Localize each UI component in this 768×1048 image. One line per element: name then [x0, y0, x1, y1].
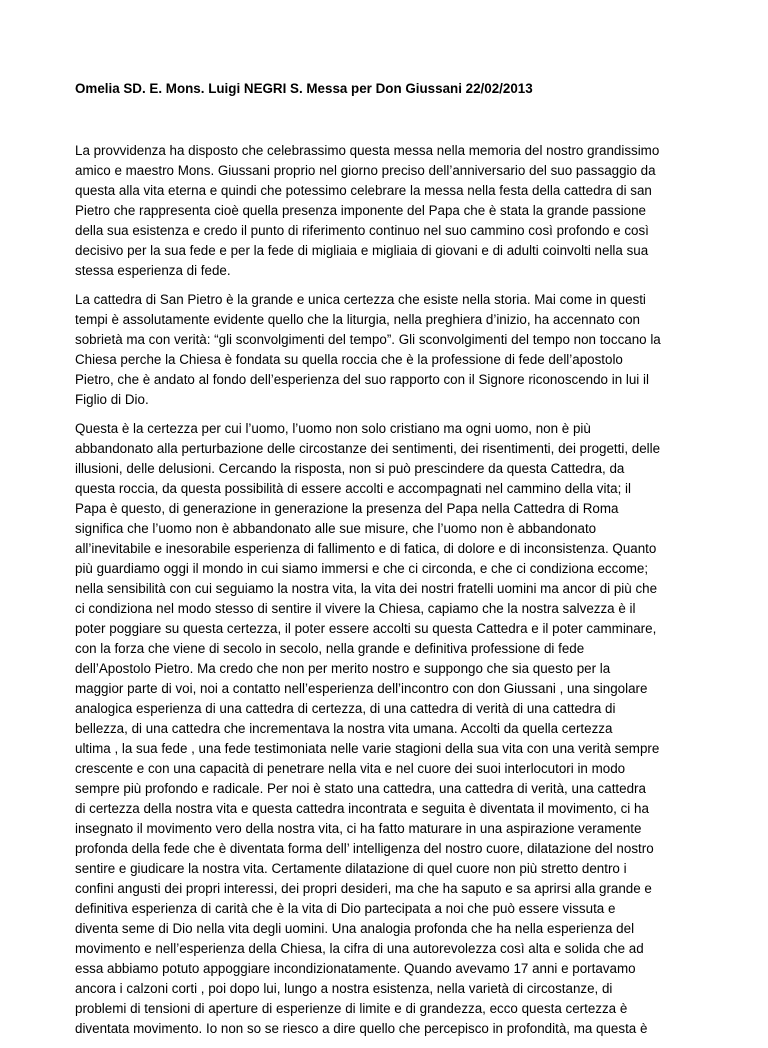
text-line: Figlio di Dio. — [75, 392, 149, 407]
text-line: confini angusti dei propri interessi, dei propri desideri, ma che ha saputo e sa aprirsi alla grande e — [75, 881, 652, 896]
text-line: movimento e nell’esperienza della Chiesa, la cifra di una autorevolezza così alta e solida che ad — [75, 941, 644, 956]
text-line: bellezza, di una cattedra che incrementava la nostra vita umana. Accolti da quella certezza — [75, 721, 613, 736]
text-line: significa che l’uomo non è abbandonato alle sue misure, che l’uomo non è abbandonato — [75, 521, 597, 536]
text-line: diventata movimento. Io non so se riesco a dire quello che percepisco in profondità, ma questa è — [75, 1021, 648, 1036]
paragraph — [75, 419, 715, 1039]
text-line: profonda della fede che è diventata forma dell’ intelligenza del nostro cuore, dilatazione del nostro — [75, 841, 654, 856]
text-line: illusioni, delle delusioni. Cercando la risposta, non si può prescindere da questa Cattedra, da — [75, 461, 625, 476]
text-line: più guardiamo oggi il mondo in cui siamo immersi e che ci circonda, e che ci condiziona eccome; — [75, 561, 649, 576]
document-title: Omelia SD. E. Mons. Luigi NEGRI S. Messa per Don Giussani 22/02/2013 — [75, 81, 533, 96]
text-line: ultima , la sua fede , una fede testimoniata nelle varie stagioni della sua vita con una verità sempre — [75, 741, 660, 756]
text-line: sempre più profondo e radicale. Per noi è stato una cattedra, una cattedra di verità, una cattedra — [75, 781, 646, 796]
text-line: decisivo per la sua fede e per la fede di migliaia e migliaia di giovani e di adulti coinvolti nella sua — [75, 243, 649, 258]
text-line: Questa è la certezza per cui l’uomo, l’uomo non solo cristiano ma ogni uomo, non è più — [75, 421, 591, 436]
text-line: maggior parte di voi, noi a contatto nell’esperienza dell’incontro con don Giussani , una singolare — [75, 681, 648, 696]
text-line: questa roccia, da questa possibilità di essere accolti e accompagnati nel cammino della vita; il — [75, 481, 632, 496]
text-line: abbandonato alla perturbazione delle circostanze dei sentimenti, dei risentimenti, dei progetti, delle — [75, 441, 661, 456]
text-line: La provvidenza ha disposto che celebrassimo questa messa nella memoria del nostro grandissimo — [75, 143, 660, 158]
text-line: stessa esperienza di fede. — [75, 263, 231, 278]
text-line: dell’Apostolo Pietro. Ma credo che non per merito nostro e suppongo che sia questo per la — [75, 661, 611, 676]
text-line: Papa è questo, di generazione in generazione la presenza del Papa nella Cattedra di Roma — [75, 501, 619, 516]
text-line: diventa seme di Dio nella vita degli uomini. Una analogia profonda che ha nella esperienza del — [75, 921, 635, 936]
text-line: crescente e con una capacità di penetrare nella vita e nel cuore dei suoi interlocutori in modo — [75, 761, 626, 776]
text-line: Pietro, che è andato al fondo dell’esperienza del suo rapporto con il Signore riconoscendo in lui il — [75, 372, 649, 387]
text-line: problemi di tensioni di aperture di esperienze di limite e di grandezza, ecco questa certezza è — [75, 1001, 628, 1016]
document-body — [75, 141, 715, 1039]
text-line: analogica esperienza di una cattedra di certezza, di una cattedra di verità di una cattedra di — [75, 701, 616, 716]
text-line: essa abbiamo potuto appoggiare incondizionatamente. Quando avevamo 17 anni e portavamo — [75, 961, 636, 976]
text-line: ci condiziona nel modo stesso di sentire il vivere la Chiesa, capiamo che la nostra salvezza è il — [75, 601, 636, 616]
text-line: Chiesa perche la Chiesa è fondata su quella roccia che è la professione di fede dell’apostolo — [75, 352, 623, 367]
text-line: nella sensibilità con cui seguiamo la nostra vita, la vita dei nostri fratelli uomini ma ancor di più che — [75, 581, 658, 596]
text-line: tempi è assolutamente evidente quello che la liturgia, nella preghiera d’inizio, ha accennato con — [75, 312, 640, 327]
text-line: definitiva esperienza di carità che è la vita di Dio partecipata a noi che può essere vissuta e — [75, 901, 616, 916]
text-line: all’inevitabile e inesorabile esperienza di fallimento e di fatica, di dolore e di inconsistenza. Quanto — [75, 541, 657, 556]
text-line: sentire e giudicare la nostra vita. Certamente dilatazione di quel cuore non più stretto dentro i — [75, 861, 627, 876]
text-line: della sua esistenza e credo il punto di riferimento continuo nel suo cammino così profondo e così — [75, 223, 649, 238]
paragraph — [75, 290, 715, 410]
text-line: con la forza che viene di secolo in secolo, nella grande e definitiva professione di fede — [75, 641, 585, 656]
text-line: insegnato il movimento vero della nostra vita, ci ha fatto maturare in una aspirazione veramente — [75, 821, 642, 836]
text-line: Pietro che rappresenta cioè quella presenza imponente del Papa che è stata la grande passione — [75, 203, 646, 218]
text-line: amico e maestro Mons. Giussani proprio nel giorno preciso dell’anniversario del suo passaggio da — [75, 163, 656, 178]
text-line: ancora i calzoni corti , poi dopo lui, lungo a nostra esistenza, nella varietà di circostanze, di — [75, 981, 613, 996]
paragraph — [75, 141, 715, 281]
document-page — [75, 79, 715, 1048]
text-line: di certezza della nostra vita e questa cattedra incontrata e seguita è diventata il movimento, ci ha — [75, 801, 649, 816]
text-line: questa alla vita eterna e quindi che potessimo celebrare la messa nella festa della cattedra di san — [75, 183, 652, 198]
text-line: poter poggiare su questa certezza, il poter essere accolti su questa Cattedra e il poter camminare, — [75, 621, 657, 636]
text-line: sobrietà ma con verità: “gli sconvolgimenti del tempo”. Gli sconvolgimenti del tempo non toccano la — [75, 332, 661, 347]
text-line: La cattedra di San Pietro è la grande e unica certezza che esiste nella storia. Mai come in questi — [75, 292, 646, 307]
